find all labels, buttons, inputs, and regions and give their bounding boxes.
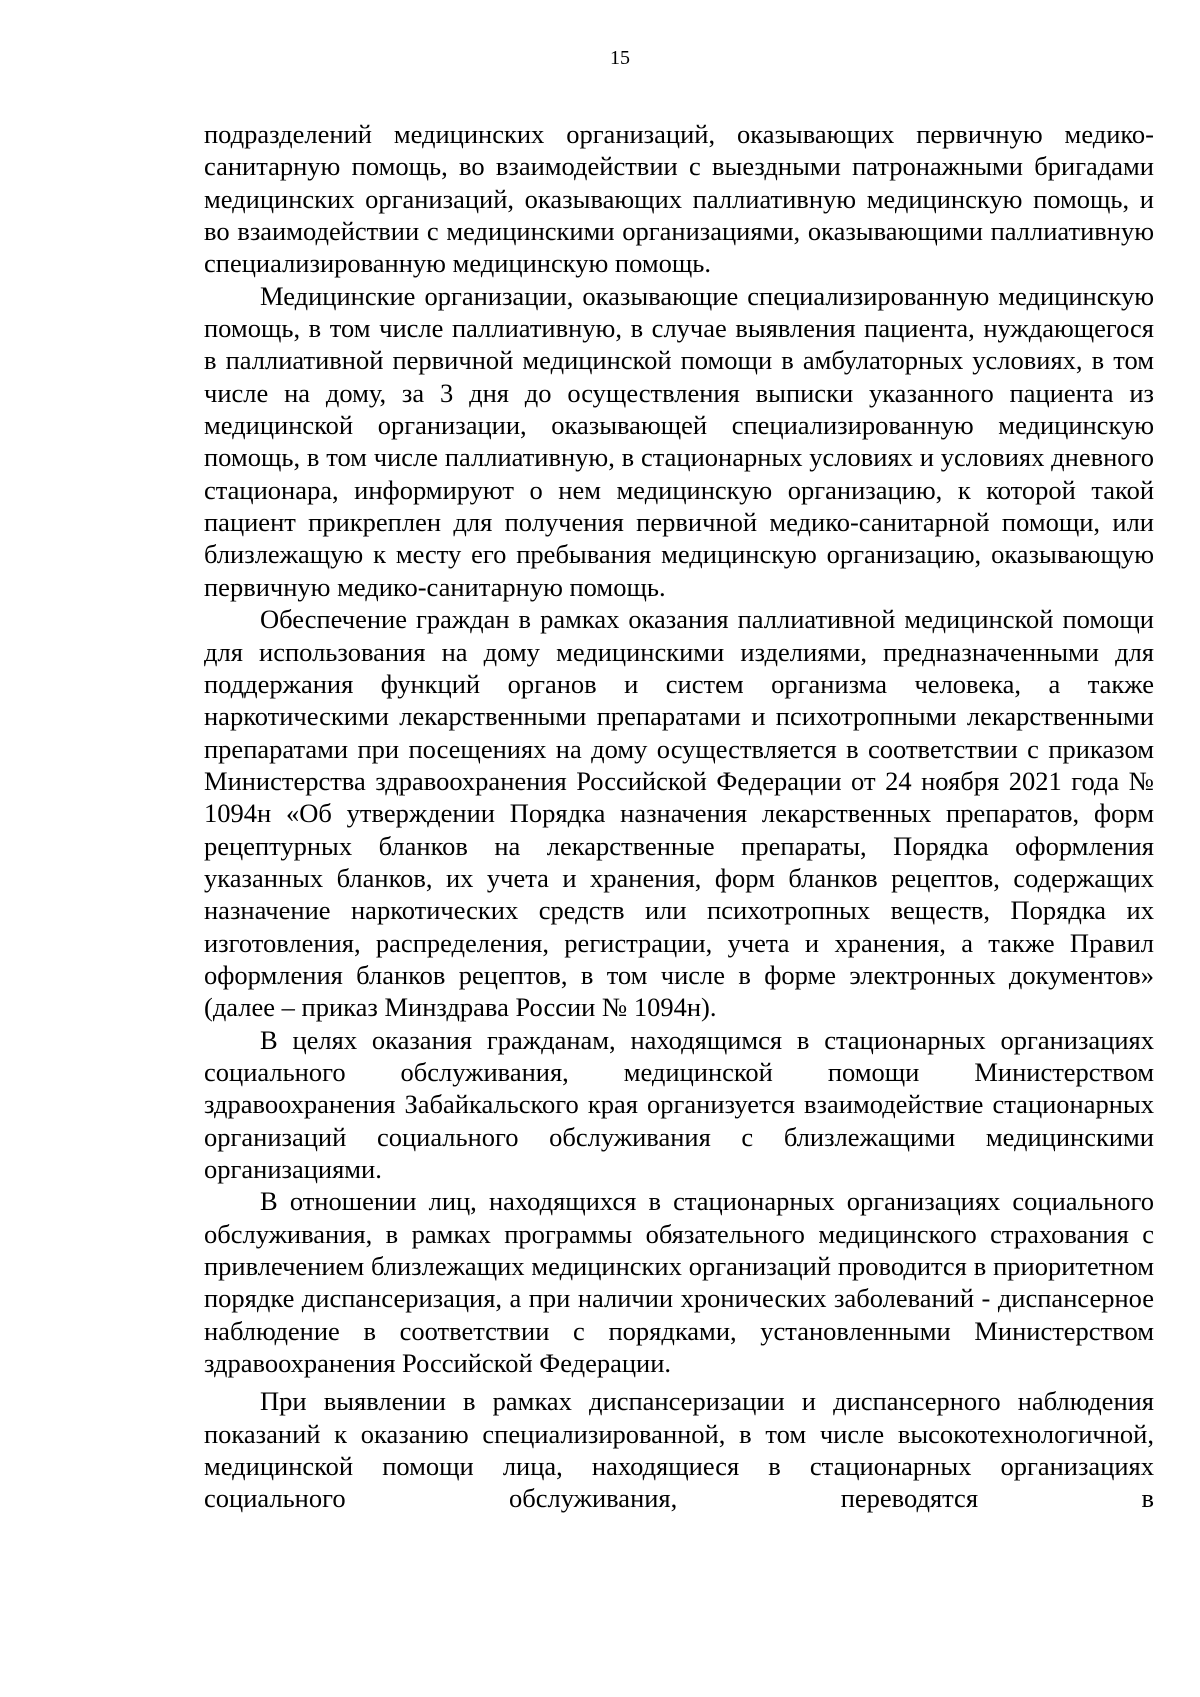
document-body — [204, 118, 1154, 1515]
paragraph-home-supply: Обеспечение граждан в рамках оказания паллиативной медицинской помощи для использования на дому медицинскими изделиями, предназначенными для поддержания функций органов и систем организма человека, а также наркотическими лекарственными препаратами и психотропными лекарственными препаратами при посещениях на дому осуществляется в соответствии с приказом Министерства здравоохранения Российской Федерации от 24 ноября 2021 года № 1094н «Об утверждении Порядка назначения лекарственных препаратов, форм рецептурных бланков на лекарственные препараты, Порядка оформления указанных бланков, их учета и хранения, форм бланков рецептов, содержащих назначение наркотических средств или психотропных веществ, Порядка их изготовления, распределения, регистрации, учета и хранения, а также Правил оформления бланков рецептов, в том числе в форме электронных документов» (далее – приказ Минздрава России № 1094н). — [204, 604, 1154, 1023]
paragraph-hospital-discharge: Медицинские организации, оказывающие специализированную медицинскую помощь, в том числе паллиативную, в случае выявления пациента, нуждающегося в паллиативной первичной медицинской помощи в амбулаторных условиях, в том числе на дому, за 3 дня до осуществления выписки указанного пациента из медицинской организации, оказывающей специализированную медицинскую помощь, в том числе паллиативную, в стационарных условиях и условиях дневного стационара, информируют о нем медицинскую организацию, к которой такой пациент прикреплен для получения первичной медико-санитарной помощи, или близлежащую к месту его пребывания медицинскую организацию, оказывающую первичную медико-санитарную помощь. — [204, 280, 1154, 602]
page-number: 15 — [610, 47, 630, 69]
paragraph-social-service-cooperation: В целях оказания гражданам, находящимся в стационарных организациях социального обслуживания, медицинской помощи Министерством здравоохранения Забайкальского края организуется взаимодействие стационарных организаций социального обслуживания с близлежащими медицинскими организациями. — [204, 1024, 1154, 1184]
paragraph-dispensary-screening: В отношении лиц, находящихся в стационарных организациях социального обслуживания, в рамках программы обязательного медицинского страхования с привлечением близлежащих медицинских организаций проводится в приоритетном порядке диспансеризация, а при наличии хронических заболеваний - диспансерное наблюдение в соответствии с порядками, установленными Министерством здравоохранения Российской Федерации. — [204, 1186, 1154, 1379]
paragraph-specialized-care-transfer: При выявлении в рамках диспансеризации и диспансерного наблюдения показаний к оказанию специализированной, в том числе высокотехнологичной, медицинской помощи лица, находящиеся в стационарных организациях социального обслуживания, переводятся в — [204, 1386, 1154, 1514]
paragraph-continuation: подразделений медицинских организаций, оказывающих первичную медико-санитарную помощь, во взаимодействии с выездными патронажными бригадами медицинских организаций, оказывающих паллиативную медицинскую помощь, и во взаимодействии с медицинскими организациями, оказывающими паллиативную специализированную медицинскую помощь. — [204, 119, 1154, 279]
